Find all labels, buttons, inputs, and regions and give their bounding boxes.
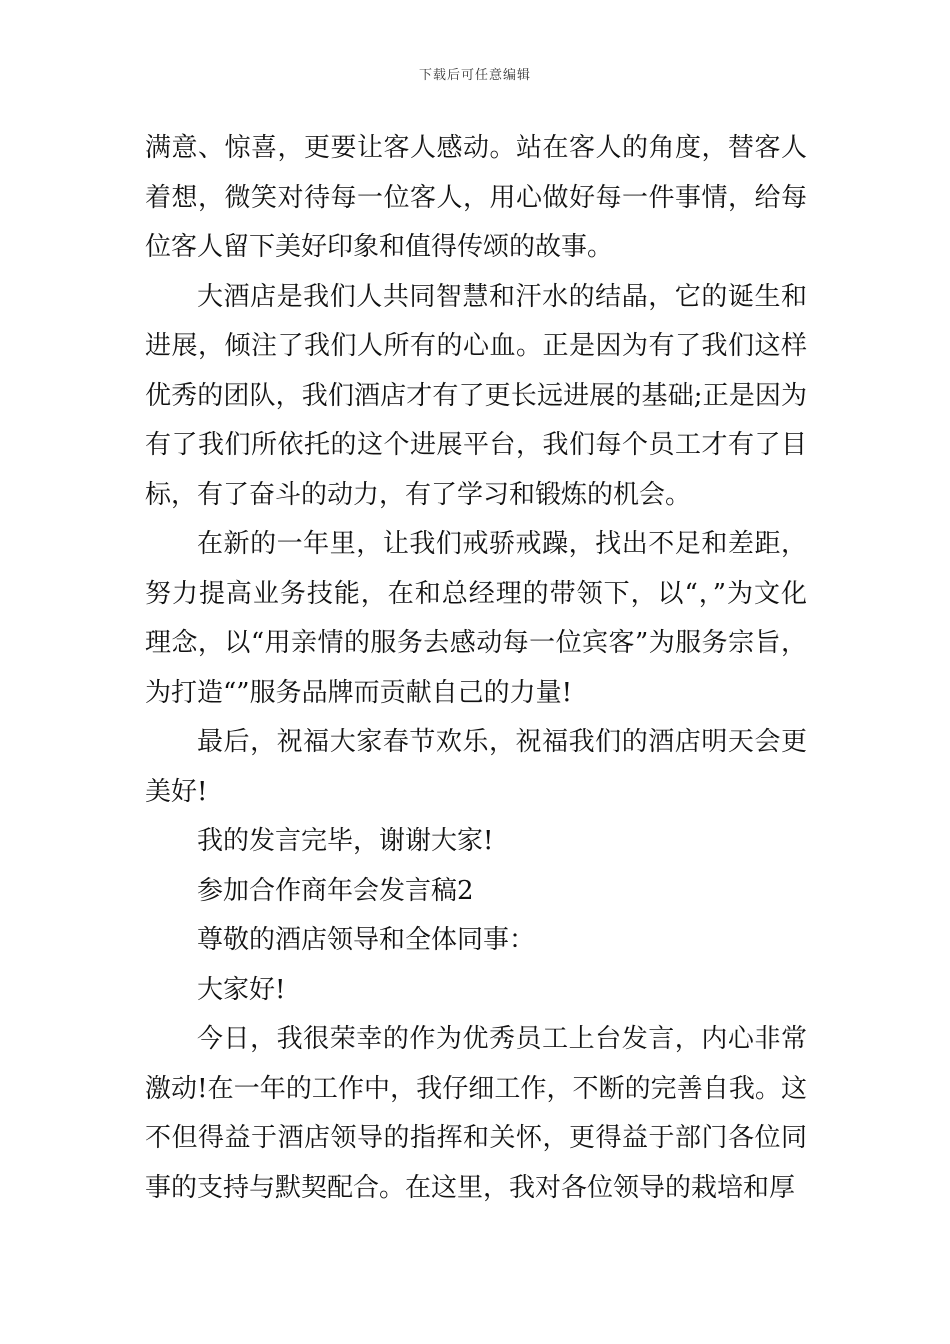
paragraph-2: 大酒店是我们人共同智慧和汗水的结晶，它的诞生和进展，倾注了我们人所有的心血。正是因为有了我们这样优秀的团队，我们酒店才有了更长远进展的基础;正是因为有了我们所依托的这个进展平台，我们每个员工才有了目标，有了奋斗的动力，有了学习和锻炼的机会。 bbox=[145, 281, 807, 510]
section-title: 参加合作商年会发言稿2 bbox=[197, 875, 474, 906]
paragraph-1: 满意、惊喜，更要让客人感动。站在客人的角度，替客人着想，微笑对待每一位客人，用心做好每一件事情，给每位客人留下美好印象和值得传颂的故事。 bbox=[145, 133, 807, 262]
paragraph-5: 我的发言完毕，谢谢大家! bbox=[197, 826, 494, 856]
greeting: 大家好! bbox=[197, 974, 286, 1005]
document-body bbox=[145, 124, 807, 1213]
page-header-note: 下载后可任意编辑 bbox=[418, 68, 531, 83]
salutation: 尊敬的酒店领导和全体同事： bbox=[197, 925, 536, 955]
paragraph-6: 今日，我很荣幸的作为优秀员工上台发言，内心非常激动!在一年的工作中，我仔细工作，不断的完善自我。这不但得益于酒店领导的指挥和关怀，更得益于部门各位同事的支持与默契配合。在这里，我对各位领导的栽培和厚 bbox=[145, 1024, 807, 1203]
paragraph-4: 最后，祝福大家春节欢乐，祝福我们的酒店明天会更美好! bbox=[145, 727, 807, 807]
paragraph-3: 在新的一年里，让我们戒骄戒躁，找出不足和差距，努力提高业务技能，在和总经理的带领下，以“，”为文化理念，以“用亲情的服务去感动每一位宾客”为服务宗旨，为打造“”服务品牌而贡献自己的力量! bbox=[145, 529, 807, 708]
